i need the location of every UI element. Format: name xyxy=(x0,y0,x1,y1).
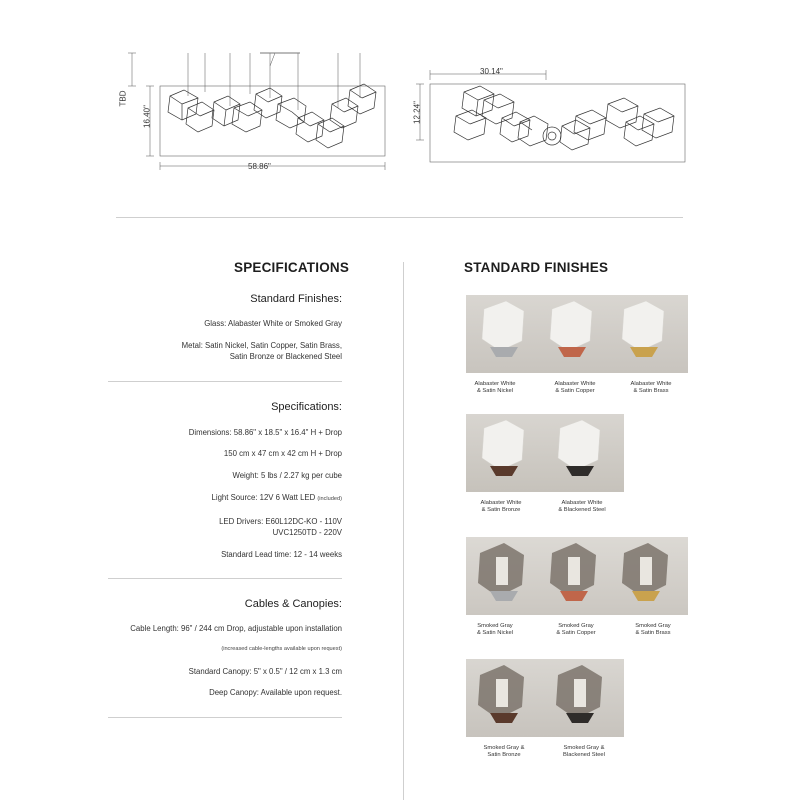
caption-alabaster-blackened: Alabaster White & Blackened Steel xyxy=(558,500,606,513)
side-height-label: 12.24" xyxy=(412,101,422,124)
alabaster-cubes-row1 xyxy=(466,295,688,373)
caption-alabaster-copper: Alabaster White & Satin Copper xyxy=(554,381,596,394)
light-source-note: (included) xyxy=(317,496,342,502)
spec-divider-2 xyxy=(108,578,342,579)
spec-divider-1 xyxy=(108,381,342,382)
column-divider xyxy=(403,262,404,800)
spec-divider-3 xyxy=(108,717,342,718)
caption-smoked-brass: Smoked Gray & Satin Brass xyxy=(635,623,671,636)
specifications-heading: Specifications: xyxy=(271,401,342,413)
cables-heading: Cables & Canopies: xyxy=(244,598,342,610)
caption-alabaster-nickel: Alabaster White & Satin Nickel xyxy=(474,381,516,394)
cable-note: (increased cable-lengths available upon request) xyxy=(221,646,342,652)
front-elevation-drawing xyxy=(110,48,400,178)
metal-spec-line1: Metal: Satin Nickel, Satin Copper, Satin Brass, xyxy=(181,341,342,350)
dimensions-imperial: Dimensions: 58.86" x 18.5" x 16.4" H + Drop xyxy=(188,428,342,437)
specifications-title: SPECIFICATIONS xyxy=(234,260,350,275)
light-source-spec xyxy=(212,492,342,505)
standard-canopy-spec: Standard Canopy: 5" x 0.5" / 12 cm x 1.3 cm xyxy=(188,667,342,676)
drivers-line1: LED Drivers: E60L12DC-KO - 110V xyxy=(219,517,342,526)
caption-alabaster-brass: Alabaster White & Satin Brass xyxy=(630,381,672,394)
finishes-title: STANDARD FINISHES xyxy=(464,260,609,275)
glass-spec: Glass: Alabaster White or Smoked Gray xyxy=(204,319,342,328)
finish-photo-smoked-row1 xyxy=(466,537,688,615)
finish-photo-alabaster-row2 xyxy=(466,414,624,492)
side-elevation-drawing xyxy=(412,60,692,170)
standard-finishes-heading: Standard Finishes: xyxy=(250,293,342,305)
alabaster-cubes-row2 xyxy=(466,414,624,492)
dimensions-metric: 150 cm x 47 cm x 42 cm H + Drop xyxy=(223,449,342,458)
weight-spec: Weight: 5 lbs / 2.27 kg per cube xyxy=(232,471,342,480)
caption-smoked-nickel: Smoked Gray & Satin Nickel xyxy=(476,623,514,636)
caption-alabaster-bronze: Alabaster White & Satin Bronze xyxy=(480,500,522,513)
smoked-cubes-row2 xyxy=(466,659,624,737)
caption-smoked-bronze: Smoked Gray & Satin Bronze xyxy=(483,745,525,758)
drawing-depth-label: 16.40" xyxy=(142,105,152,128)
metal-spec-line2: Satin Bronze or Blackened Steel xyxy=(229,352,342,361)
light-source-text: Light Source: 12V 6 Watt LED xyxy=(211,493,316,502)
deep-canopy-spec: Deep Canopy: Available upon request. xyxy=(209,688,342,697)
smoked-cubes-row1 xyxy=(466,537,688,615)
side-width-label: 30.14" xyxy=(480,67,503,76)
drivers-line2: UVC1250TD - 220V xyxy=(272,528,342,537)
finish-photo-smoked-row2 xyxy=(466,659,624,737)
caption-smoked-copper: Smoked Gray & Satin Copper xyxy=(556,623,596,636)
drawing-width-label: 58.86" xyxy=(248,162,271,171)
lead-time-spec: Standard Lead time: 12 - 14 weeks xyxy=(221,550,342,559)
top-divider xyxy=(116,217,683,218)
cable-length-spec: Cable Length: 96" / 244 cm Drop, adjustable upon installation xyxy=(130,624,342,633)
finish-photo-alabaster-row1 xyxy=(466,295,688,373)
caption-smoked-blackened: Smoked Gray & Blackened Steel xyxy=(563,745,605,758)
drawing-height-label: TBD xyxy=(118,90,128,107)
